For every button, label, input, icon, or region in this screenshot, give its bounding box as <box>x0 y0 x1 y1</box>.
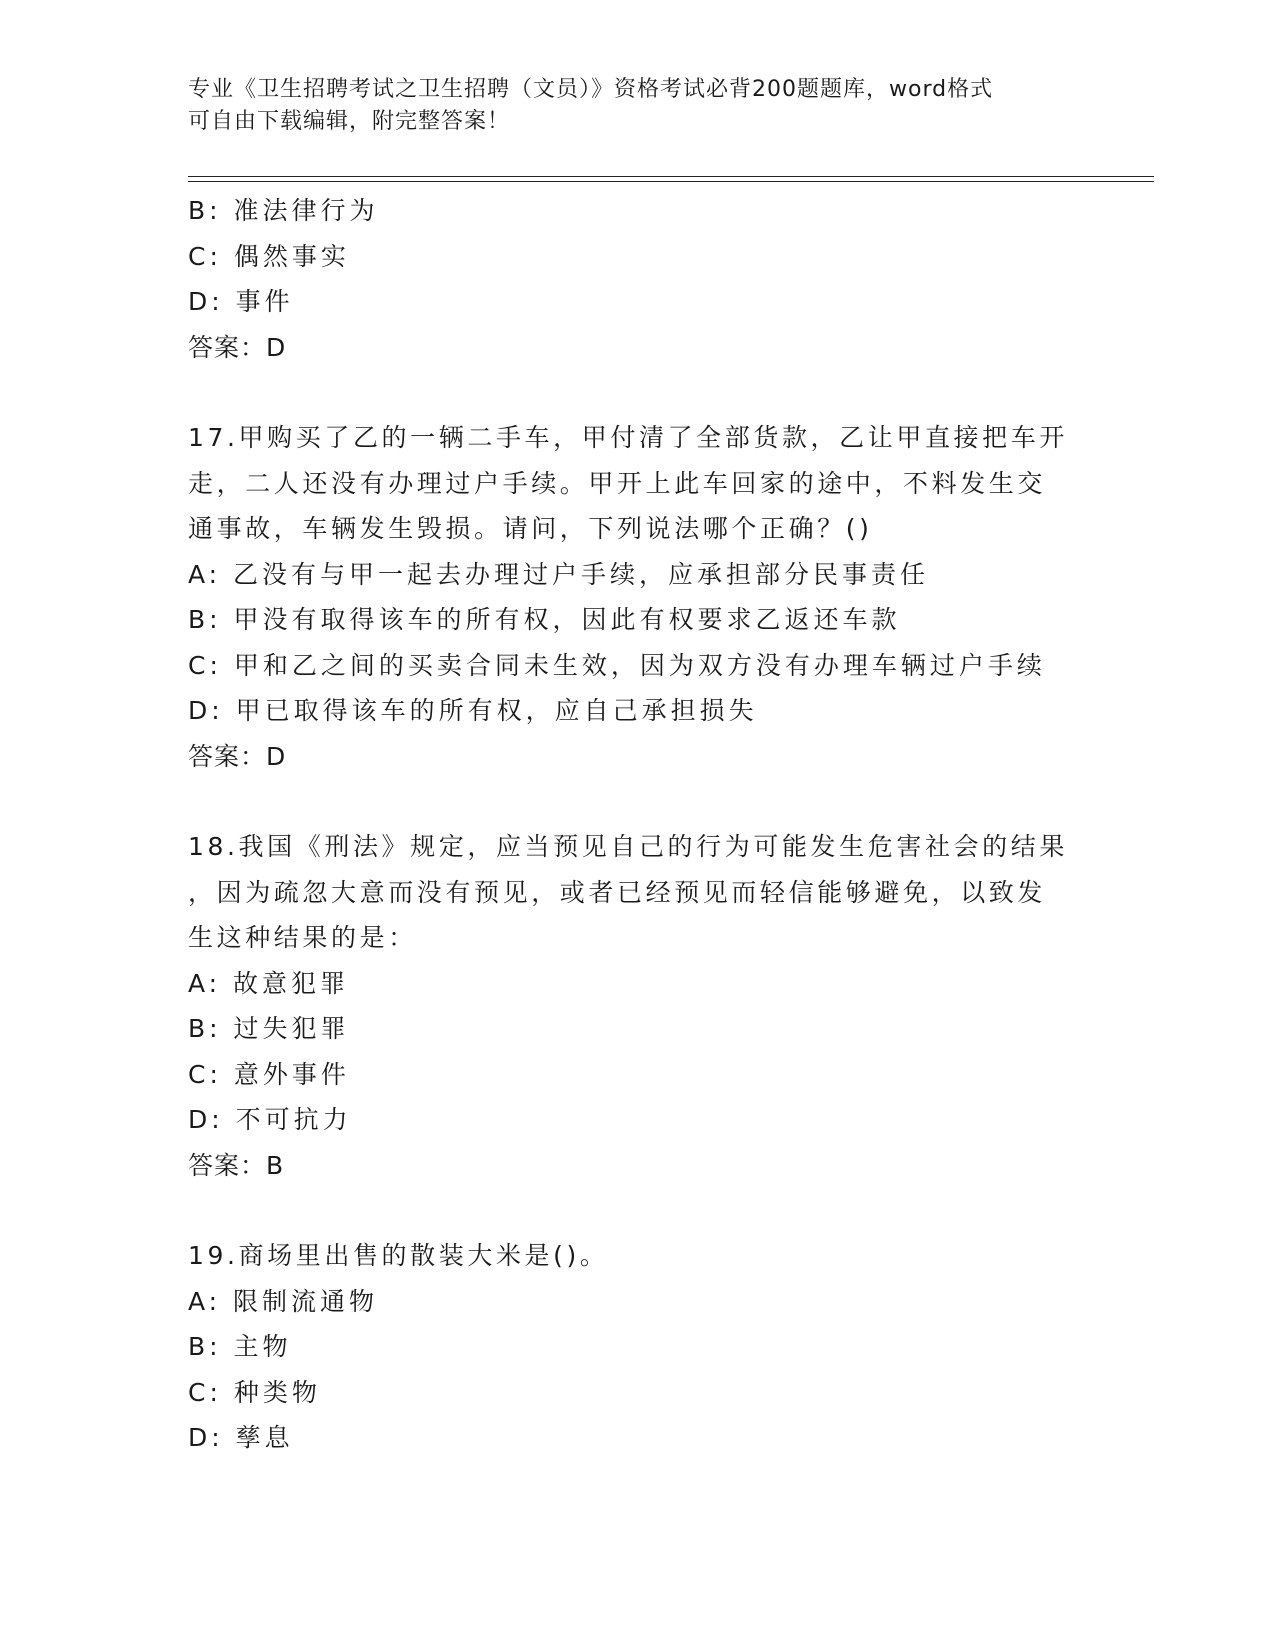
header-divider-bottom <box>188 181 1154 182</box>
spacer <box>188 1188 1078 1233</box>
question-text-line: 18.我国《刑法》规定，应当预见自己的行为可能发生危害社会的结果 <box>188 832 1068 861</box>
document-header <box>188 74 1088 138</box>
spacer <box>188 779 1078 824</box>
question-text <box>188 824 1078 961</box>
question-text <box>188 1233 1078 1279</box>
question-text-line: 生这种结果的是： <box>188 923 417 952</box>
option-d: D: 事件 <box>188 287 294 316</box>
option-c: C: 意外事件 <box>188 1059 350 1089</box>
question-18 <box>188 824 1078 1188</box>
question-text <box>188 415 1078 552</box>
question-17 <box>188 415 1078 779</box>
option-d: D: 甲已取得该车的所有权，应自己承担损失 <box>188 696 758 725</box>
question-text-line: 走，二人还没有办理过户手续。甲开上此车回家的途中，不料发生交 <box>188 468 1047 498</box>
answer-label: 答案：D <box>188 332 287 362</box>
option-a: A: 限制流通物 <box>188 1286 379 1316</box>
prev-question-block <box>188 188 1078 370</box>
option-c: C: 偶然事实 <box>188 241 350 271</box>
option-c: C: 甲和乙之间的买卖合同未生效，因为双方没有办理车辆过户手续 <box>188 650 1046 680</box>
option-a: A: 乙没有与甲一起去办理过户手续，应承担部分民事责任 <box>188 559 930 589</box>
option-c: C: 种类物 <box>188 1377 321 1407</box>
answer-label: 答案：D <box>188 741 287 771</box>
spacer <box>188 370 1078 415</box>
question-19 <box>188 1233 1078 1461</box>
question-text-line: 19.商场里出售的散装大米是()。 <box>188 1241 609 1270</box>
option-a: A: 故意犯罪 <box>188 968 350 998</box>
option-b: B: 主物 <box>188 1332 292 1361</box>
answer-label: 答案：B <box>188 1150 285 1180</box>
option-b: B: 过失犯罪 <box>188 1014 350 1043</box>
question-text-line: 通事故，车辆发生毁损。请问，下列说法哪个正确？() <box>188 514 873 543</box>
question-list <box>188 188 1078 1461</box>
header-divider-top <box>188 176 1154 177</box>
option-d: D: 不可抗力 <box>188 1105 352 1134</box>
header-title-line-2: 可自由下载编辑，附完整答案！ <box>188 109 511 134</box>
question-text-line: 17.甲购买了乙的一辆二手车，甲付清了全部货款，乙让甲直接把车开 <box>188 423 1068 452</box>
option-b: B: 准法律行为 <box>188 196 379 225</box>
question-text-line: ，因为疏忽大意而没有预见，或者已经预见而轻信能够避免，以致发 <box>188 877 1047 907</box>
option-b: B: 甲没有取得该车的所有权，因此有权要求乙返还车款 <box>188 605 901 634</box>
header-title-line-1: 专业《卫生招聘考试之卫生招聘（文员）》资格考试必背200题题库，word格式 <box>188 77 994 102</box>
option-d: D: 孳息 <box>188 1423 294 1452</box>
